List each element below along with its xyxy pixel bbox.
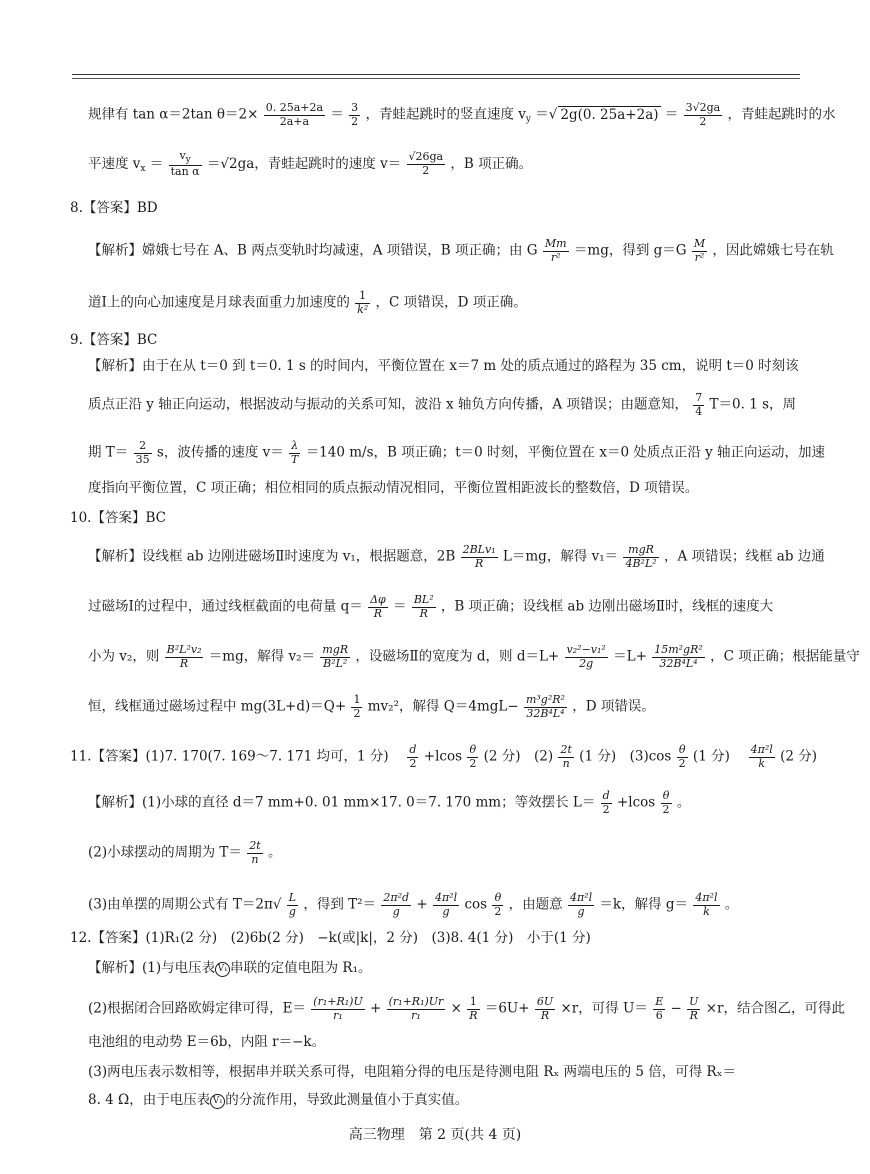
fraction: $\frac{\text{(r₁+R₁)U}}{\text{r₁}}$ (313, 995, 363, 1022)
fraction: $\frac{1}{\text{k²}}$ (357, 289, 369, 316)
fraction: $\frac{M}{\text{r²}}$ (693, 237, 706, 264)
voltmeter-symbol: V₁ (210, 1094, 225, 1109)
fraction: $\frac{\theta}{2}$ (678, 743, 686, 770)
fraction: $\frac{1}{R}$ (469, 995, 478, 1022)
fraction: $\frac{\lambda}{T}$ (291, 439, 299, 466)
fraction: $\frac{1}{2}$ (353, 693, 361, 720)
q9-explain-4: 度指向平衡位置，C 项正确；相位相同的质点振动情况相同，平衡位置相距波长的整数倍，D 项错误。 (88, 480, 699, 496)
q10-explain-4: 恒，线框通过磁场过程中 mg(3L+d)＝Q+ $\frac{1}{2}$ mv₂²，解得 Q＝4mgL− $\frac{\text{m³g²R²}}{\text{32B⁴L⁴}}$ ，D 项错误。 (88, 693, 655, 720)
q11-explain-3: (3)由单摆的周期公式有 T＝2π√ $\frac{L}{g}$ ，得到 T²＝ $\frac{\text{2π²d}}{g}$ + $\frac{\text{4π²l}}{g}$ cos $\frac{\theta}{2}$ ，由题意 $\frac{\text{4π²l}}{g}$ ＝k，解得 g＝ $\frac{\text{4π²l}}{k}$ 。 (88, 891, 739, 918)
q8-explain-1: 【解析】嫦娥七号在 A、B 两点变轨时均减速，A 项错误，B 项正确；由 G $\frac{Mm}{\text{r²}}$ ＝mg，得到 g＝G $\frac{M}{\text{r²}}$ ，因此嫦娥七号在轨 (88, 237, 834, 264)
q8-answer: 8.【答案】BD (70, 200, 158, 216)
q12-explain-5: 8. 4 Ω，由于电压表 V₁ 的分流作用，导致此测量值小于真实值。 (88, 1092, 469, 1108)
fraction: $\frac{\text{4π²l}}{g}$ (569, 891, 593, 918)
fraction: $\frac{3}{2}$ (351, 101, 359, 128)
q12-explain-3: 电池组的电动势 E＝6b，内阻 r＝−k。 (88, 1034, 326, 1050)
q12-explain-4: (3)两电压表示数相等，根据串并联关系可得，电阻箱分得的电压是待测电阻 Rₓ 两端电压的 5 倍，可得 Rₓ＝ (88, 1064, 736, 1080)
fraction: $\frac{\text{(r₁+R₁)Ur}}{\text{r₁}}$ (388, 995, 444, 1022)
fraction: $\frac{2t}{n}$ (249, 839, 261, 866)
fraction: $\frac{\text{mgR}}{\text{B²L²}}$ (322, 643, 349, 670)
fraction: $\frac{d}{2}$ (602, 789, 610, 816)
q10-explain-1: 【解析】设线框 ab 边刚进磁场Ⅱ时速度为 v₁，根据题意，2B $\frac{\text{2BLv₁}}{R}$ L＝mg，解得 v₁＝ $\frac{\text{mgR}}{\text{4B²L²}}$ ，A 项错误；线框 ab 边通 (88, 543, 825, 570)
page-footer: 高三物理 第 2 页(共 4 页) (348, 1127, 522, 1143)
fraction: $\frac{\text{4π²l}}{k}$ (750, 743, 773, 770)
fraction: $\frac{\text{v₂²−v₁²}}{2g}$ (566, 643, 606, 670)
fraction: $\frac{\text{2BLv₁}}{R}$ (462, 543, 496, 570)
fraction: $\frac{\text{mgR}}{\text{4B²L²}}$ (625, 543, 657, 570)
header-rule-thin (72, 78, 800, 79)
q12-explain-1: 【解析】(1)与电压表 V₁ 串联的定值电阻为 R₁。 (88, 960, 372, 976)
fraction: $\frac{\text{4π²l}}{k}$ (695, 891, 718, 918)
voltmeter-symbol: V₁ (215, 962, 230, 977)
fraction: $\frac{0. 25a+2a}{2a+a}$ (265, 101, 324, 128)
q10-explain-2: 过磁场Ⅰ的过程中，通过线框截面的电荷量 q＝ $\frac{\Delta\varphi}{R}$ ＝ $\frac{\text{BL²}}{R}$ ，B 项正确；设线框 ab 边刚出磁场Ⅱ时，线框的速度大 (88, 593, 774, 620)
q12-explain-2: (2)根据闭合回路欧姆定律可得，E＝ $\frac{\text{(r₁+R₁)U}}{\text{r₁}}$ + $\frac{\text{(r₁+R₁)Ur}}{\text{r₁}}$ × $\frac{1}{R}$ ＝6U+ $\frac{6U}{R}$ ×r，可得 U＝ $\frac{E}{6}$ − $\frac{U}{R}$ ×r，结合图乙，可得此 (88, 995, 845, 1022)
q9-answer: 9.【答案】BC (70, 332, 158, 348)
q7-line-1: 规律有 tan α＝2tan θ＝2× $\frac{0. 25a+2a}{2a+a}$ ＝ $\frac{3}{2}$ ，青蛙起跳时的竖直速度 $v_y$ ＝√ 2g(0. 25a+2a) ＝ $\frac{3√2ga}{2}$ ，青蛙起跳时的水 (88, 101, 836, 128)
fraction: $\frac{d}{2}$ (409, 743, 417, 770)
fraction: $\frac{\Delta\varphi}{R}$ (370, 593, 386, 620)
q9-explain-2: 质点正沿 y 轴正向运动，根据波动与振动的关系可知，波沿 x 轴负方向传播，A 项错误；由题意知， $\frac{7}{4}$ T＝0. 1 s，周 (88, 391, 797, 418)
q10-explain-3: 小为 v₂，则 $\frac{\text{B²L²v₂}}{R}$ ＝mg，解得 v₂＝ $\frac{\text{mgR}}{\text{B²L²}}$ ，设磁场Ⅱ的宽度为 d，则 d＝L+ $\frac{\text{v₂²−v₁²}}{2g}$ ＝L+ $\frac{\text{15m²gR²}}{\text{32B⁴L⁴}}$ ，C 项正确；根据能量守 (88, 643, 860, 670)
fraction: $\frac{Mm}{\text{r²}}$ (544, 237, 567, 264)
fraction: $\frac{L}{g}$ (288, 891, 297, 918)
fraction: $\frac{\text{4π²l}}{g}$ (435, 891, 458, 918)
fraction: $\frac{\text{15m²gR²}}{\text{32B⁴L⁴}}$ (654, 643, 703, 670)
fraction: $\frac{v_y}{\text{tan α}}$ (170, 149, 200, 179)
q8-explain-2: 道Ⅰ上的向心加速度是月球表面重力加速度的 $\frac{1}{\text{k²}}$ ，C 项错误，D 项正确。 (88, 289, 527, 316)
q9-explain-3: 期 T＝ $\frac{2}{35}$ s，波传播的速度 v＝ $\frac{\lambda}{T}$ ＝140 m/s，B 项正确；t＝0 时刻，平衡位置在 x＝0 处质点正沿 y 轴正向运动，加速 (88, 439, 826, 466)
fraction: $\frac{\theta}{2}$ (469, 743, 477, 770)
fraction: $\frac{2}{35}$ (135, 439, 150, 466)
q11-answer: 11.【答案】(1)7. 170(7. 169～7. 171 均可，1 分) $\frac{d}{2}$ +lcos $\frac{\theta}{2}$ (2 分) (2) $\frac{2t}{n}$ (1 分) (3)cos $\frac{\theta}{2}$ (1 分) $\frac{\text{4π²l}}{k}$ (2 分) (70, 743, 818, 770)
q10-answer: 10.【答案】BC (70, 510, 166, 526)
fraction: $\frac{7}{4}$ (695, 391, 703, 418)
q7-line-2: 平速度 $v_x$ ＝ $\frac{v_y}{\text{tan α}}$ ＝√2ga，青蛙起跳时的速度 v＝ $\frac{√26ga}{2}$ ，B 项正确。 (88, 149, 533, 179)
fraction: $\frac{3√2ga}{2}$ (685, 101, 721, 128)
q11-explain-2: (2)小球摆动的周期为 T＝ $\frac{2t}{n}$ 。 (88, 839, 282, 866)
fraction: $\frac{2t}{n}$ (560, 743, 572, 770)
fraction: $\frac{6U}{R}$ (536, 995, 554, 1022)
fraction: $\frac{\text{2π²d}}{g}$ (383, 891, 410, 918)
fraction: $\frac{U}{R}$ (689, 995, 699, 1022)
fraction: $\frac{√26ga}{2}$ (408, 150, 444, 177)
q9-explain-1: 【解析】由于在从 t＝0 到 t＝0. 1 s 的时间内，平衡位置在 x＝7 m 处的质点通过的路程为 35 cm，说明 t＝0 时刻该 (88, 358, 799, 374)
fraction: $\frac{\theta}{2}$ (662, 789, 670, 816)
fraction: $\frac{\theta}{2}$ (494, 891, 502, 918)
q12-answer: 12.【答案】(1)R₁(2 分) (2)6b(2 分) −k(或|k|，2 分) (3)8. 4(1 分) 小于(1 分) (70, 930, 591, 946)
fraction: $\frac{\text{BL²}}{R}$ (413, 593, 434, 620)
fraction: $\frac{\text{B²L²v₂}}{R}$ (166, 643, 202, 670)
header-rule (72, 74, 800, 75)
fraction: $\frac{\text{m³g²R²}}{\text{32B⁴L⁴}}$ (525, 693, 565, 720)
fraction: $\frac{E}{6}$ (655, 995, 664, 1022)
q11-explain-1: 【解析】(1)小球的直径 d＝7 mm+0. 01 mm×17. 0＝7. 170 mm；等效摆长 L＝ $\frac{d}{2}$ +lcos $\frac{\theta}{2}$ 。 (88, 789, 691, 816)
